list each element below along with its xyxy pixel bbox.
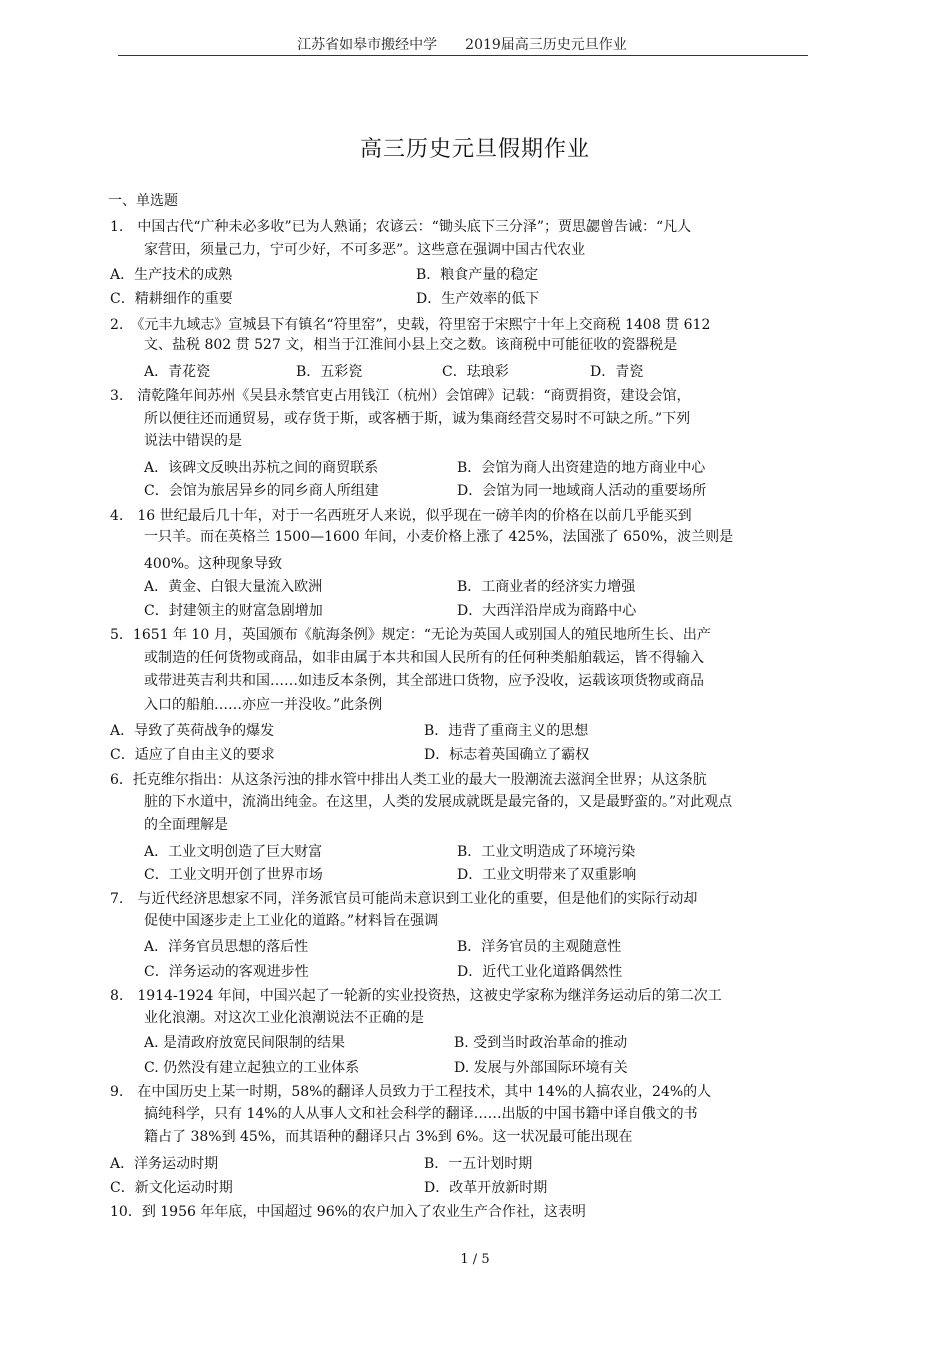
option: C．封建领主的财富急剧增加 [144, 603, 323, 619]
question-text: 4. 16 世纪最后几十年，对于一名西班牙人来说，似乎现在一磅羊肉的价格在以前几乎能买到 [110, 508, 692, 524]
option: D．会馆为同一地域商人活动的重要场所 [457, 483, 707, 499]
option: B．洋务官员的主观随意性 [457, 939, 622, 955]
option: D．近代工业化道路偶然性 [457, 964, 623, 980]
option: B．工业文明造成了环境污染 [457, 844, 636, 860]
option: B. 受到当时政治革命的推动 [454, 1035, 628, 1051]
question-text: 文、盐税 802 贯 527 文，相当于江淮间小县上交之数。该商税中可能征收的瓷器税是 [144, 337, 678, 353]
option: A．生产技术的成熟 [110, 267, 233, 283]
question-text: 搞纯科学，只有 14%的人从事人文和社会科学的翻译……出版的中国书籍中译自俄文的书 [144, 1106, 698, 1122]
option: C．适应了自由主义的要求 [110, 747, 275, 763]
question-text: 400%。这种现象导致 [144, 556, 283, 572]
option: B．违背了重商主义的思想 [424, 723, 589, 739]
header-rule [118, 55, 808, 56]
question-text: 的全面理解是 [144, 817, 228, 833]
question-text: 9. 在中国历史上某一时期，58%的翻译人员致力于工程技术，其中 14%的人搞农业，24%的人 [110, 1084, 712, 1100]
question-text: 或制造的任何货物或商品，如非由属于本共和国人民所有的任何种类船舶载运，皆不得输入 [144, 650, 704, 666]
option: A．黄金、白银大量流入欧洲 [144, 579, 323, 595]
option: A．青花瓷 [144, 364, 211, 380]
option: B．工商业者的经济实力增强 [457, 579, 636, 595]
question-text: 脏的下水道中，流淌出纯金。在这里，人类的发展成就既是最完备的，又是最野蛮的。”对此观点 [144, 794, 733, 810]
question-text: 10．到 1956 年年底，中国超过 96%的农户加入了农业生产合作社，这表明 [110, 1204, 586, 1220]
page-header: 江苏省如皋市搬经中学 2019届高三历史元旦作业 [297, 37, 627, 53]
option: B．一五计划时期 [424, 1156, 533, 1172]
option: A．工业文明创造了巨大财富 [144, 844, 323, 860]
option: B．粮食产量的稳定 [416, 267, 539, 283]
option: D. 发展与外部国际环境有关 [454, 1060, 628, 1076]
question-text: 说法中错误的是 [144, 433, 242, 449]
question-text: 家营田，须量己力，宁可少好，不可多恶”。这些意在强调中国古代农业 [144, 242, 586, 258]
option: C．工业文明开创了世界市场 [144, 867, 323, 883]
option: C．新文化运动时期 [110, 1180, 233, 1196]
option: A．该碑文反映出苏杭之间的商贸联系 [144, 460, 379, 476]
option: D．改革开放新时期 [424, 1180, 548, 1196]
question-text: 7. 与近代经济思想家不同，洋务派官员可能尚未意识到工业化的重要，但是他们的实际行动却 [110, 891, 698, 907]
option: A. 是清政府放宽民间限制的结果 [144, 1035, 346, 1051]
option: D．工业文明带来了双重影响 [457, 867, 637, 883]
question-text: 或带进英吉利共和国……如违反本条例，其全部进口货物，应予没收，运载该项货物或商品 [144, 673, 704, 689]
question-text: 3. 清乾隆年间苏州《吴县永禁官吏占用钱江（杭州）会馆碑》记载：“商贾捐资，建设会馆， [110, 388, 691, 404]
question-text: 促使中国逐步走上工业化的道路。”材料旨在强调 [144, 913, 439, 929]
page-title: 高三历史元旦假期作业 [359, 137, 590, 162]
section-heading: 一、单选题 [108, 193, 178, 209]
option: D．青瓷 [590, 364, 644, 380]
question-text: 业化浪潮。对这次工业化浪潮说法不正确的是 [144, 1010, 424, 1026]
option: B．会馆为商人出资建造的地方商业中心 [457, 460, 706, 476]
option: D．大西洋沿岸成为商路中心 [457, 603, 637, 619]
option: D．生产效率的低下 [416, 291, 540, 307]
option: C．会馆为旅居异乡的同乡商人所组建 [144, 483, 379, 499]
option: A．导致了英荷战争的爆发 [110, 723, 275, 739]
question-text: 5．1651 年 10 月，英国颁布《航海条例》规定：“无论为英国人或别国人的殖民地所生长、出产 [110, 627, 711, 643]
question-text: 2. 《元丰九域志》宣城县下有镇名“符里窑”，史载，符里窑于宋熙宁十年上交商税 1408 贯 612 [110, 317, 711, 333]
question-text: 6．托克维尔指出：从这条污浊的排水管中排出人类工业的最大一股潮流去滋润全世界；从这条肮 [110, 772, 707, 788]
option: C．珐琅彩 [442, 364, 509, 380]
question-text: 8. 1914-1924 年间，中国兴起了一轮新的实业投资热，这被史学家称为继洋务运动后的第二次工 [110, 988, 722, 1004]
question-text: 入口的船舶……亦应一并没收。”此条例 [144, 697, 383, 713]
question-text: 一只羊。而在英格兰 1500—1600 年间，小麦价格上涨了 425%，法国涨了 650%，波兰则是 [144, 529, 734, 545]
question-text: 1. 中国古代“广种未必多收”已为人熟诵；农谚云：“锄头底下三分泽”；贾思勰曾告诫：“凡人 [110, 219, 692, 235]
option: C．精耕细作的重要 [110, 291, 233, 307]
question-text: 籍占了 38%到 45%，而其语种的翻译只占 3%到 6%。这一状况最可能出现在 [144, 1129, 633, 1145]
page-number: 1 / 5 [460, 1252, 490, 1267]
option: C．洋务运动的客观进步性 [144, 964, 309, 980]
option: A．洋务运动时期 [110, 1156, 219, 1172]
option: C. 仍然没有建立起独立的工业体系 [144, 1060, 360, 1076]
question-text: 所以便往还而通贸易，或存货于斯，或客栖于斯，诚为集商经营交易时不可缺之所。”下列 [144, 411, 691, 427]
option: B．五彩瓷 [296, 364, 363, 380]
option: D．标志着英国确立了霸权 [424, 747, 590, 763]
option: A．洋务官员思想的落后性 [144, 939, 309, 955]
